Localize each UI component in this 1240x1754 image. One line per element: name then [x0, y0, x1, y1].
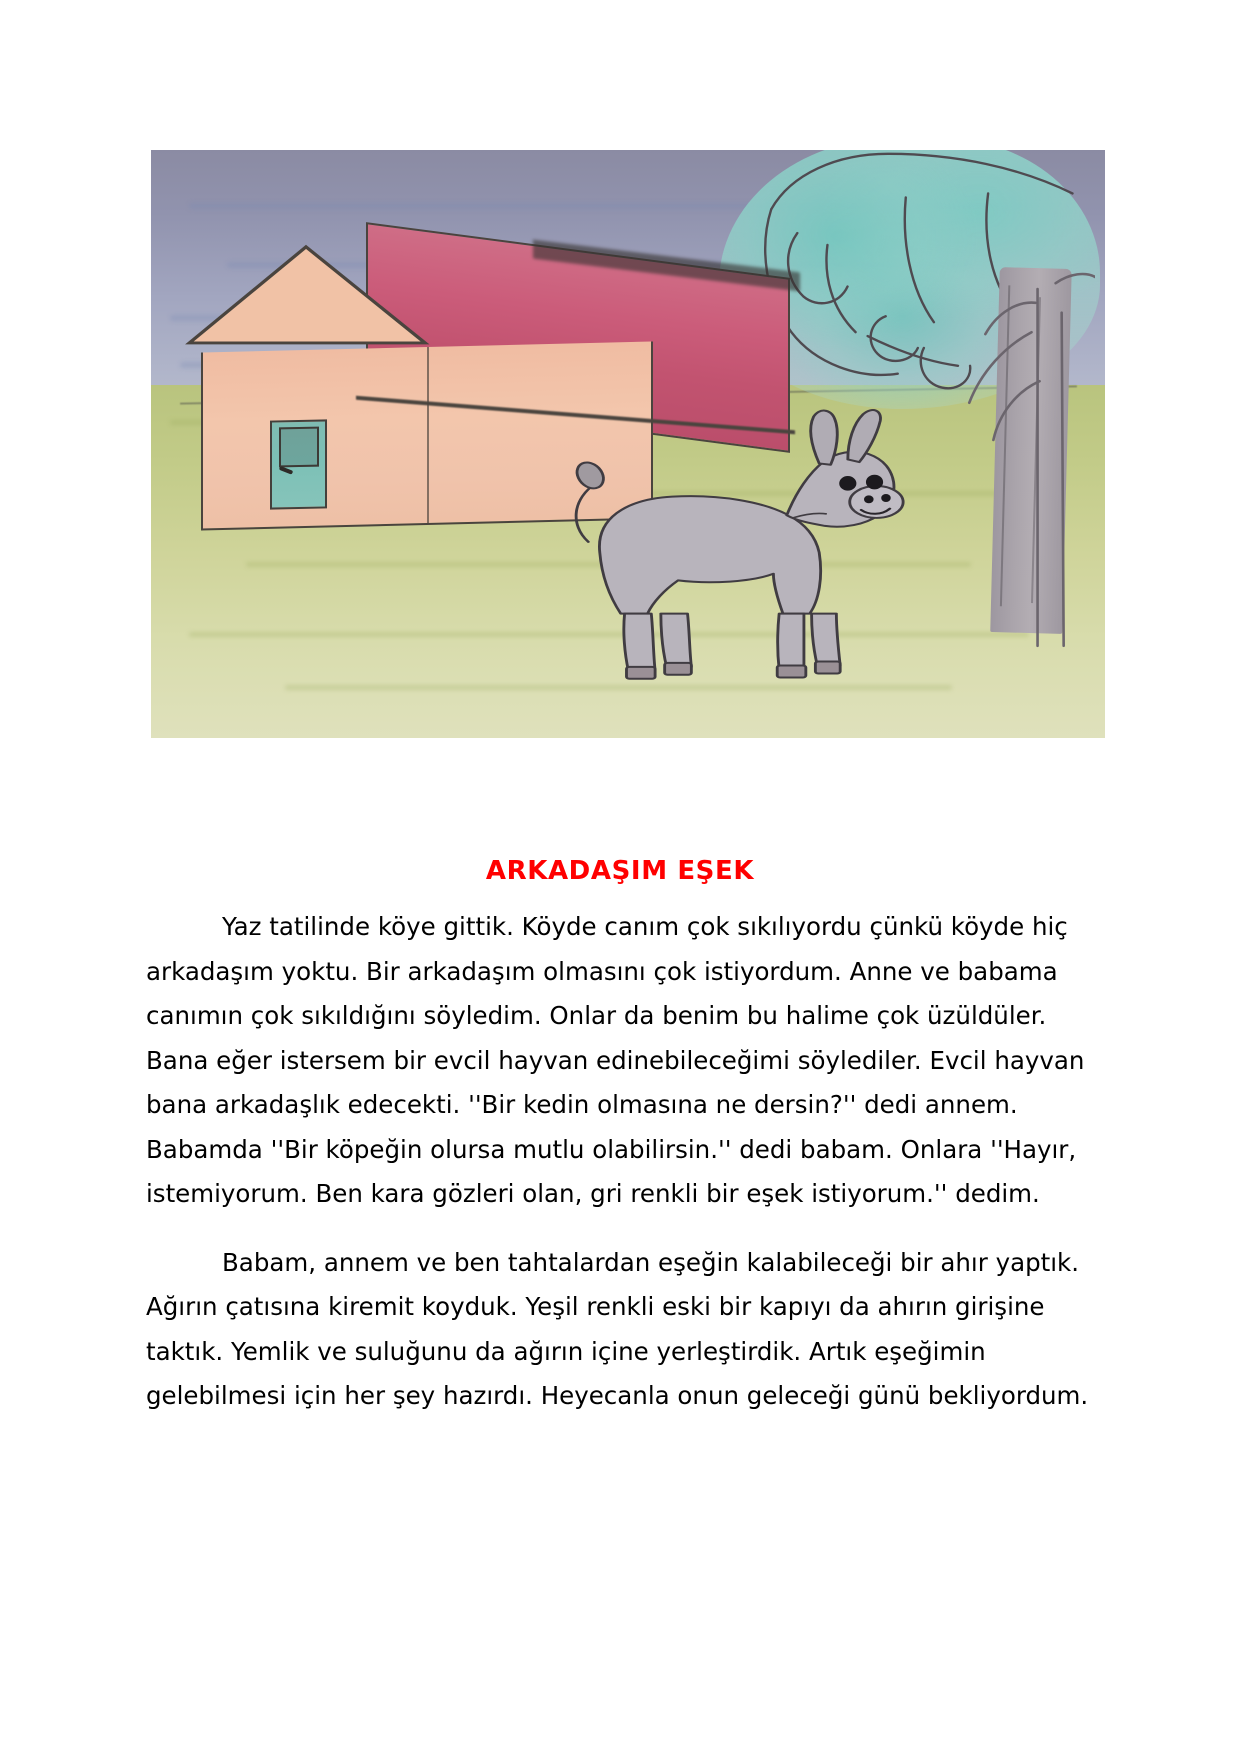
- donkey-figure: [533, 385, 934, 691]
- donkey-eye-left: [839, 476, 856, 491]
- drawing-canvas: [151, 150, 1105, 738]
- donkey-eye-right: [866, 475, 883, 490]
- page-title: ARKADAŞIM EŞEK: [485, 856, 755, 886]
- tree-branches-icon: [905, 244, 1096, 656]
- house-door: [270, 420, 327, 510]
- door-window-panel: [280, 427, 319, 468]
- paragraph-1: Yaz tatilinde köye gittik. Köyde canım çok sıkılıyordu çünkü köyde hiç arkadaşım yoktu. Bir arkadaşım olmasını çok istiyordum. Anne ve babama canımın çok sıkıldığını söyledim. Onlar da benim bu halime çok üzüldüler. Bana eğer istersem bir evcil hayvan edinebileceğimi söylediler. Evcil hayvan bana arkadaşlık edecekti. ''Bir kedin olmasına ne dersin?'' dedi annem. Babamda ''Bir köpeğin olursa mutlu olabilirsin.'' dedi babam. Onlara ''Hayır, istemiyorum. Ben kara gözleri olan, gri renkli bir eşek istiyorum.'' dedim.: [146, 912, 1085, 1208]
- illustration-photo: [151, 150, 1105, 738]
- paragraph-2: Babam, annem ve ben tahtalardan eşeğin kalabileceği bir ahır yaptık. Ağırın çatısına kiremit koyduk. Yeşil renkli eski bir kapıyı da ahırın girişine taktık. Yemlik ve suluğunu da ağırın içine yerleştirdik. Artık eşeğimin gelebilmesi için her şey hazırdı. Heyecanla onun geleceği günü bekliyordum.: [146, 1247, 1089, 1410]
- story-body: [146, 905, 1102, 1419]
- house-gable-icon: [182, 241, 430, 359]
- door-handle: [279, 466, 293, 475]
